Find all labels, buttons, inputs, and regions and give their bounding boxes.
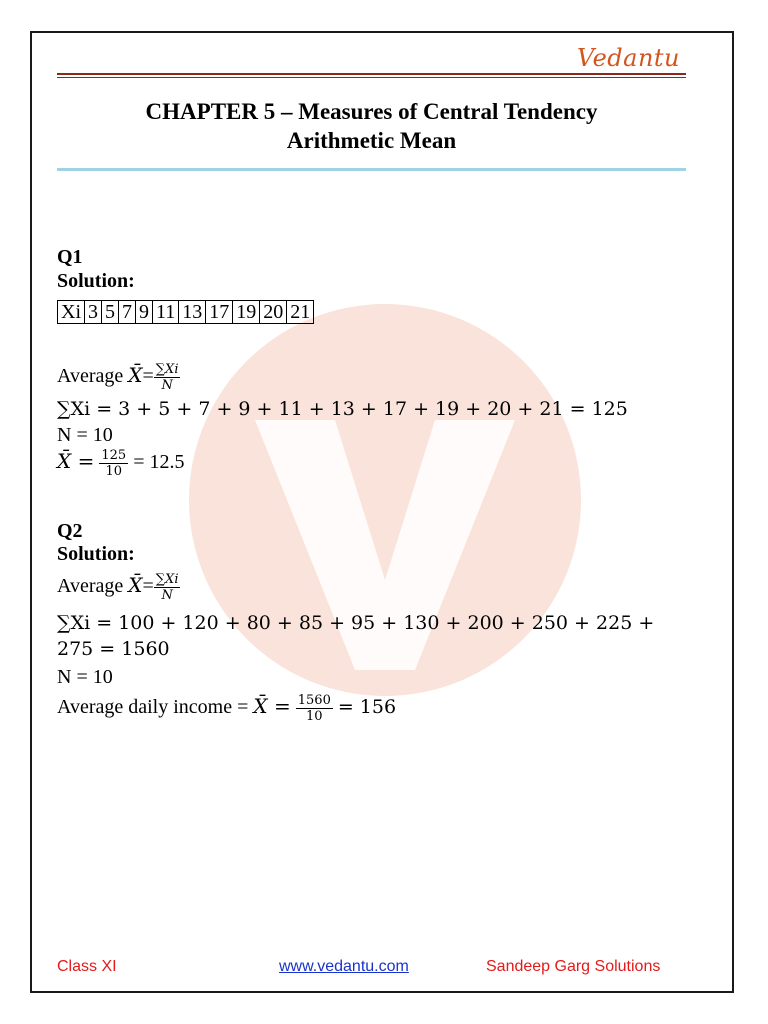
q1-n-line: N = 10	[57, 424, 113, 446]
table-cell: 11	[153, 301, 179, 324]
header-rule-top	[57, 73, 686, 75]
q2-income-fraction: $\frac{1560}{10}$	[297, 693, 331, 724]
q1-mean-result: X̄ = $\frac{125}{10}$ = 12.5	[57, 448, 185, 479]
footer-series-label: Sandeep Garg Solutions	[486, 958, 661, 975]
table-cell: 21	[287, 301, 314, 324]
q1-formula-fraction: $\frac{\sum Xi}{N}$	[155, 362, 179, 393]
q2-sum-line-1: ∑Xi = 100 + 120 + 80 + 85 + 95 + 130 + 200 + 250 + 225 +	[57, 612, 655, 634]
chapter-title: CHAPTER 5 – Measures of Central Tendency	[145, 99, 598, 124]
table-cell: 13	[179, 301, 206, 324]
table-cell: 5	[102, 301, 119, 324]
title-divider	[57, 168, 686, 171]
table-cell: 7	[119, 301, 136, 324]
table-row	[58, 301, 314, 324]
vedantu-logo: Vedantu	[576, 44, 680, 72]
q2-n-line: N = 10	[57, 666, 113, 688]
q2-solution-label: Solution:	[57, 543, 135, 565]
q2-income-result: Average daily income = X̄ = $\frac{1560}{10}$ = 156	[57, 693, 397, 724]
table-cell: 9	[136, 301, 153, 324]
xi-table	[57, 300, 314, 324]
vedantu-watermark-icon	[185, 300, 585, 700]
chapter-subtitle: Arithmetic Mean	[286, 128, 457, 153]
table-cell: 20	[260, 301, 287, 324]
footer-website-link[interactable]: www.vedantu.com	[279, 958, 409, 975]
table-cell: 3	[85, 301, 102, 324]
table-header-cell: Xi	[58, 301, 85, 324]
q1-solution-label: Solution:	[57, 270, 135, 292]
header-rule-bottom	[57, 77, 686, 78]
q2-sum-line-2: 275 = 1560	[57, 638, 170, 660]
q1-mean-fraction: $\frac{125}{10}$	[101, 448, 127, 479]
q2-label: Q2	[57, 520, 83, 542]
footer-class-label: Class XI	[57, 958, 117, 975]
table-cell: 17	[206, 301, 233, 324]
q1-sum-line: ∑Xi = 3 + 5 + 7 + 9 + 11 + 13 + 17 + 19 + 20 + 21 = 125	[57, 398, 628, 420]
table-cell: 19	[233, 301, 260, 324]
q1-label: Q1	[57, 246, 83, 268]
q2-formula-fraction: $\frac{\sum Xi}{N}$	[155, 572, 179, 603]
q1-average-formula: Average X̄= $\frac{\sum Xi}{N}$	[57, 362, 179, 393]
q2-average-formula: Average X̄= $\frac{\sum Xi}{N}$	[57, 572, 179, 603]
